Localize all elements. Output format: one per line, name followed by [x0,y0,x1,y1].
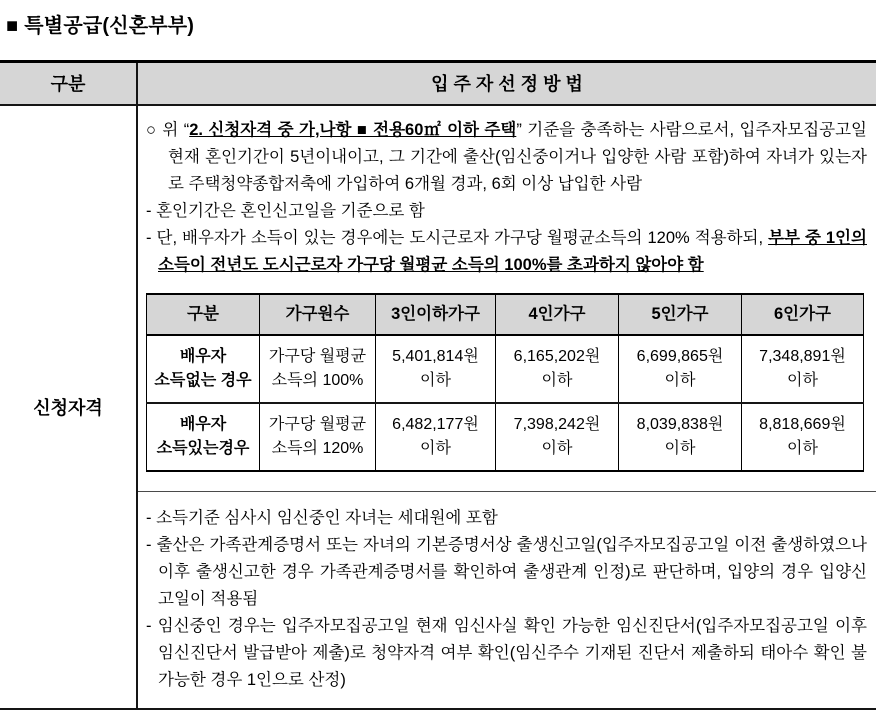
label-line: 배우자 [179,348,227,365]
basis-line: 가구당 월평균 [268,416,367,433]
selection-method-table [0,60,876,710]
sub-item-text: 단, 배우자가 소득이 있는 경우에는 도시근로자 가구당 월평균소득의 120% 적용하되, [156,229,769,247]
eligibility-content [138,106,876,708]
sub-item-marriage-period [146,198,867,225]
dash-marker: - [146,536,152,554]
dash-marker: - [146,617,152,635]
note-text: 출산은 가족관계증명서 또는 자녀의 기본증명서상 출생신고일(입주자모집공고일 이전 출생하였으나 이후 출생신고한 경우 가족관계증명서를 확인하여 출생관계 인정)로 판단하며, 입양의 경우 입양신고일이 적용됨 [156,536,867,608]
income-value-cell [496,403,619,471]
label-line: 소득있는경우 [156,440,250,457]
table-header-row [0,62,876,106]
eligibility-row [0,105,876,709]
amount: 5,401,814원 [392,348,479,365]
dash-marker: - [146,509,152,527]
income-row-basis [260,403,376,471]
qualifier: 이하 [420,440,451,457]
income-row-label [147,335,260,403]
income-row-basis [260,335,376,403]
income-row-no-spouse-income [147,335,864,403]
amount: 6,482,177원 [392,416,479,433]
qualifier: 이하 [664,372,696,389]
label-line: 배우자 [179,416,227,433]
intro-suffix: ” 기준을 충족하는 사람으로서, 입주자모집공고일 현재 혼인기간이 5년이내이고, 그 기간에 출산(임신중이거나 입양한 사람 포함)하여 자녀가 있는자로 주택청약종합저축에 가입하여 6개월 경과, 6회 이상 납입한 사람 [168,121,867,193]
income-header-6person: 6인가구 [742,294,864,335]
income-header-category: 구분 [147,294,260,335]
note-pregnancy-diagnosis [146,613,867,694]
eligibility-intro-paragraph [146,117,867,198]
sub-item-income-limit [146,225,867,279]
income-header-5person: 5인가구 [619,294,742,335]
sub-item-text: 혼인기간은 혼인신고일을 기준으로 함 [156,202,425,220]
income-table-header-row [147,294,864,335]
notes-section [146,505,867,694]
document-title-text: 특별공급(신혼부부) [24,15,195,37]
income-value-cell [742,403,864,471]
income-row-label [147,403,260,471]
header-category: 구분 [0,62,137,106]
income-value-cell [619,335,742,403]
income-row-with-spouse-income [147,403,864,471]
amount: 8,818,669원 [759,416,846,433]
intro-emphasis: 2. 신청자격 중 가,나항 ■ 전용60㎡ 이하 주택 [189,121,517,139]
qualifier: 이하 [541,372,573,389]
income-value-cell [496,335,619,403]
sub-item-emphasis: 부부 중 1인의 소득이 전년도 도시근로자 가구당 월평균 소득의 100%를 초과하지 않아야 함 [158,229,867,274]
basis-line: 소득의 120% [271,440,364,457]
row-label-eligibility: 신청자격 [0,105,137,709]
note-text: 소득기준 심사시 임신중인 자녀는 세대원에 포함 [156,509,498,527]
qualifier: 이하 [420,372,451,389]
amount: 6,699,865원 [636,348,724,365]
circle-bullet-icon: ○ [146,121,157,139]
note-birth-certificate [146,532,867,613]
amount: 8,039,838원 [636,416,724,433]
income-header-3person: 3인이하가구 [376,294,496,335]
section-divider [138,491,876,492]
amount: 6,165,202원 [513,348,601,365]
dash-marker: - [146,229,152,247]
header-selection-method: 입 주 자 선 정 방 법 [137,62,876,106]
income-header-household-size: 가구원수 [260,294,376,335]
income-value-cell [376,403,496,471]
qualifier: 이하 [664,440,696,457]
income-value-cell [742,335,864,403]
qualifier: 이하 [787,372,818,389]
note-text: 임신중인 경우는 입주자모집공고일 현재 임신사실 확인 가능한 임신진단서(입주자모집공고일 이후 임신진단서 발급받아 제출)로 청약자격 여부 확인(임신주수 기재된 진단서 제출하되 태아수 확인 불가능한 경우 1인으로 산정) [157,617,867,689]
amount: 7,398,242원 [513,416,601,433]
dash-marker: - [146,202,152,220]
income-header-4person: 4인가구 [496,294,619,335]
amount: 7,348,891원 [759,348,846,365]
basis-line: 소득의 100% [271,372,364,389]
basis-line: 가구당 월평균 [268,348,367,365]
income-value-cell [376,335,496,403]
intro-prefix: 위 “ [162,121,190,139]
note-pregnant-child [146,505,867,532]
qualifier: 이하 [787,440,818,457]
eligibility-content-cell [137,105,876,709]
income-value-cell [619,403,742,471]
square-bullet-icon: ■ [6,15,19,37]
document-title [6,9,876,38]
income-limit-table [146,293,864,472]
qualifier: 이하 [541,440,573,457]
label-line: 소득없는 경우 [154,372,252,389]
